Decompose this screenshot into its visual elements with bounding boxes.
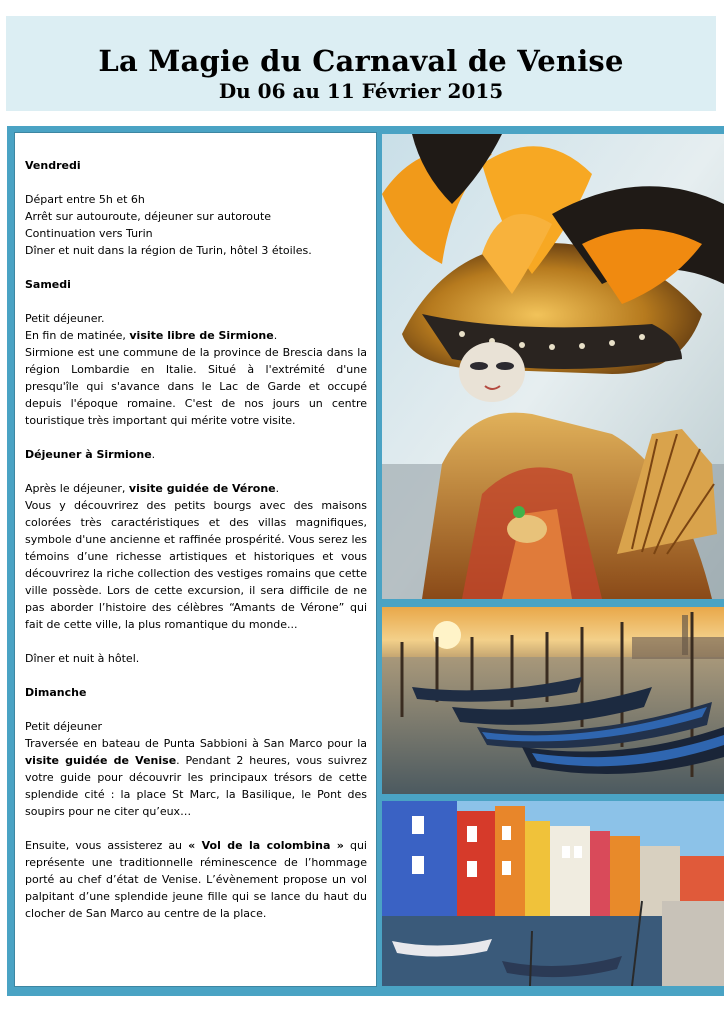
friday-line: Arrêt sur autouroute, déjeuner sur autoroute bbox=[25, 210, 272, 223]
saturday-breakfast: Petit déjeuner. bbox=[25, 312, 105, 325]
venice-visit-label: visite guidée de Venise bbox=[25, 754, 177, 767]
carnival-mask-photo bbox=[382, 134, 724, 599]
sunday-visit: Traversée en bateau de Punta Sabbioni à San Marco pour la visite guidée de Venise. Pendant 2 heures, vous suivrez votre guide pour découvrir les principaux trésors de cette splendide cité : la place St Marc, la Basilique, le Pont des soupirs pour ne citer qu’eux… bbox=[25, 737, 367, 818]
day-title-saturday: Samedi bbox=[25, 278, 71, 291]
saturday-afternoon: Après le déjeuner, visite guidée de Vérone. bbox=[25, 482, 280, 495]
saturday-lunch: Déjeuner à Sirmione. bbox=[25, 448, 156, 461]
header-banner bbox=[6, 16, 716, 111]
friday-line: Départ entre 5h et 6h bbox=[25, 193, 145, 206]
program-content bbox=[25, 157, 367, 922]
verona-description: Vous y découvrirez des petits bourgs avec des maisons colorées très caractéristiques et des villas magnifiques, symbole d'une ancienne et raffinée prospérité. Vous serez les témoins d’une richesse artistiques et historiques et vous découvrirez la riche collection des vestiges romains que cette ville possède. Lors de cette excursion, il sera difficile de ne pas aborder l’histoire des célèbres “Amants de Vérone” qui fait de cette ville, la plus romantique du monde... bbox=[25, 499, 367, 631]
gondolas-photo bbox=[382, 607, 724, 794]
colombina-label: « Vol de la colombina » bbox=[188, 839, 344, 852]
page-title: La Magie du Carnaval de Venise bbox=[98, 44, 624, 78]
verona-visit-label: visite guidée de Vérone bbox=[128, 482, 276, 495]
saturday-dinner: Dîner et nuit à hôtel. bbox=[25, 652, 140, 665]
lunch-label: Déjeuner à Sirmione bbox=[25, 448, 152, 461]
day-title-friday: Vendredi bbox=[25, 159, 81, 172]
saturday-morning: En fin de matinée, visite libre de Sirmione. bbox=[25, 329, 278, 342]
sunday-breakfast: Petit déjeuner bbox=[25, 720, 102, 733]
sirmione-visit-label: visite libre de Sirmione bbox=[129, 329, 274, 342]
colorful-houses-photo bbox=[382, 801, 724, 986]
colombina-paragraph: Ensuite, vous assisterez au « Vol de la colombina » qui représente une traditionnelle réminescence de l’hommage porté au chef d’état de Venise. L’évènement propose un vol palpitant d’une splendide jeune fille qui se lance du haut du clocher de San Marco au centre de la place. bbox=[25, 839, 367, 920]
friday-line: Continuation vers Turin bbox=[25, 227, 153, 240]
day-title-sunday: Dimanche bbox=[25, 686, 87, 699]
program-textbox bbox=[14, 132, 377, 987]
sirmione-description: Sirmione est une commune de la province de Brescia dans la région Lombardie en Italie. Situé à l'extrémité d'une presqu'île qui s'avance dans le Lac de Garde et occupé depuis l'époque romaine. C'est de nos jours un centre touristique très important qui mérite votre visite. bbox=[25, 346, 367, 427]
friday-line: Dîner et nuit dans la région de Turin, hôtel 3 étoiles. bbox=[25, 244, 312, 257]
page-subtitle: Du 06 au 11 Février 2015 bbox=[218, 79, 504, 103]
